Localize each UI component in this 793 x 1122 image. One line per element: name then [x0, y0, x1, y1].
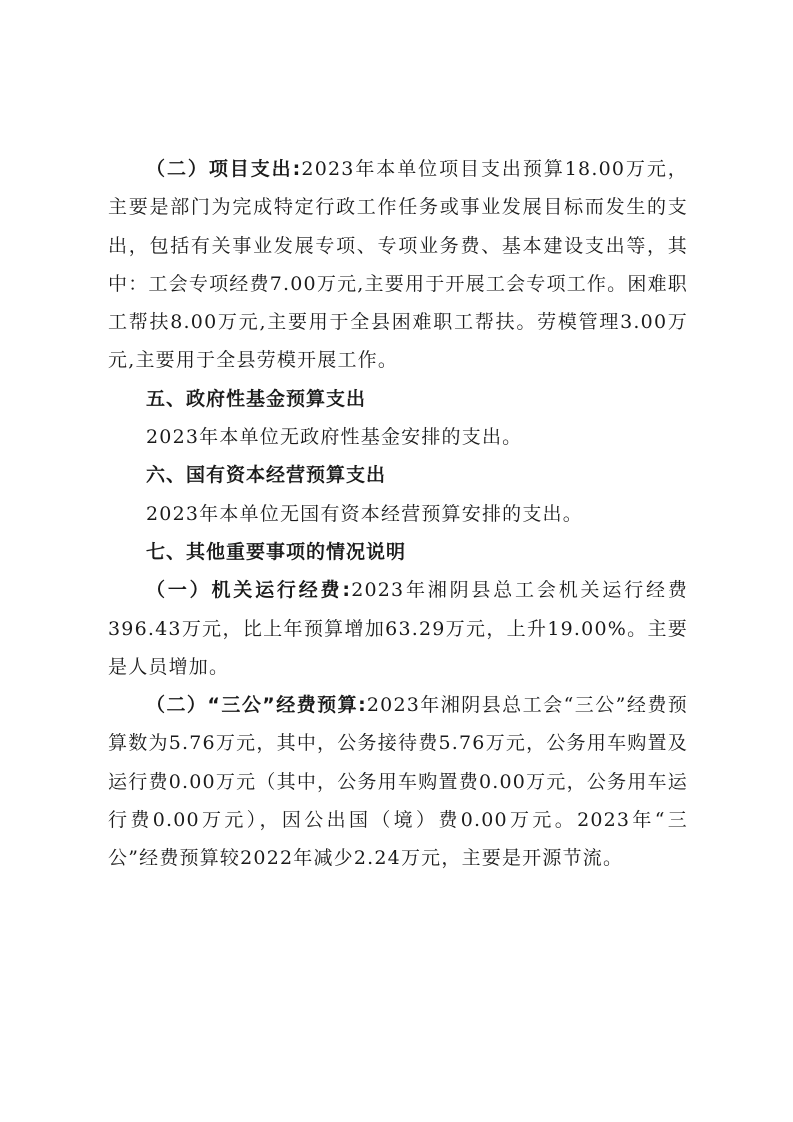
operating-expense-lead: （一）机关运行经费: [146, 579, 352, 602]
other-matters-heading: 七、其他重要事项的情况说明 [146, 540, 407, 563]
three-public-lead: （二）“三公”经费预算: [146, 694, 367, 717]
three-public-text: 2023年湘阴县总工会“三公”经费预算数为5.76万元，其中，公务接待费5.76万元，公务用车购置及运行费0.00万元（其中，公务用车购置费0.00万元，公务用车运行费0.00万元），因公出国（境）费0.00万元。2023年“三公”经费预算较2022年减少2.24万元，主要是开源节流。 [108, 694, 688, 870]
document-page [108, 150, 688, 878]
state-capital-heading: 六、国有资本经营预算支出 [146, 464, 387, 487]
project-expense-paragraph [108, 150, 688, 380]
gov-fund-text: 2023年本单位无政府性基金安排的支出。 [146, 426, 523, 449]
operating-expense-text: 2023年湘阴县总工会机关运行经费396.43万元，比上年预算增加63.29万元，上升19.00%。主要是人员增加。 [108, 579, 688, 678]
project-expense-lead: （二）项目支出: [146, 158, 302, 180]
state-capital-text: 2023年本单位无国有资本经营预算安排的支出。 [146, 502, 583, 525]
three-public-paragraph [108, 686, 688, 877]
project-expense-text: 2023年本单位项目支出预算18.00万元，主要是部门为完成特定行政工作任务或事业发展目标而发生的支出，包括有关事业发展专项、专项业务费、基本建设支出等，其中：工会专项经费7.00万元,主要用于开展工会专项工作。困难职工帮扶8.00万元,主要用于全县困难职工帮扶。劳模管理3.00万元,主要用于全县劳模开展工作。 [108, 158, 688, 372]
operating-expense-paragraph [108, 571, 688, 686]
gov-fund-heading: 五、政府性基金预算支出 [146, 387, 367, 410]
